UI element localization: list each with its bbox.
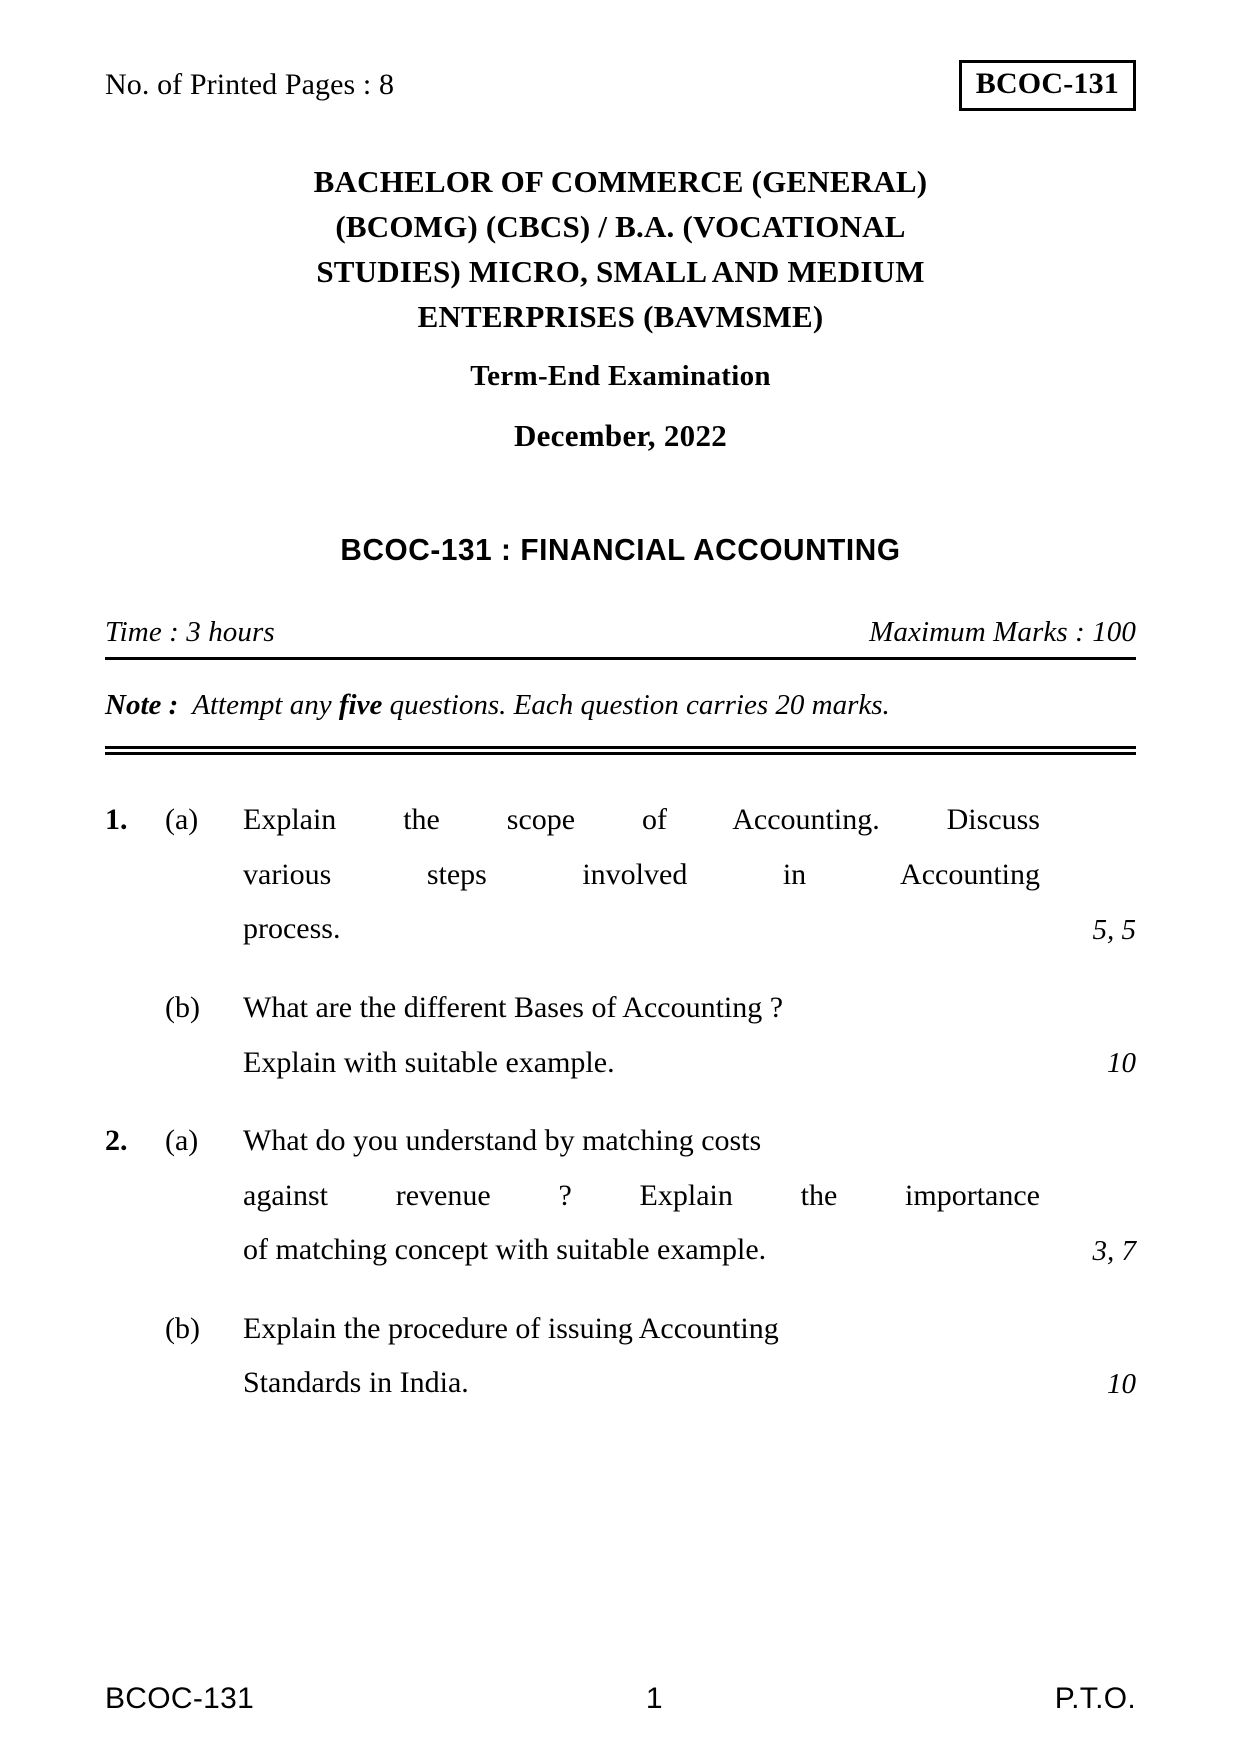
question-line: of matching concept with suitable example. [243, 1233, 767, 1267]
note-divider [105, 746, 1136, 755]
question-line: various steps involved in Accounting [243, 857, 1040, 891]
note-text-after: questions. Each question carries 20 marks. [382, 688, 890, 721]
question-part-text [243, 1114, 1040, 1278]
question-number: 1. [105, 803, 128, 837]
question-item [105, 793, 1136, 1090]
question-line: process. [243, 912, 341, 946]
footer-page-number: 1 [645, 1682, 663, 1715]
question-part-text [243, 981, 1040, 1090]
footer-pto-label: P.T.O. [1054, 1682, 1136, 1715]
paper-code-box: BCOC-131 [959, 60, 1136, 111]
question-part-letter: (a) [165, 803, 199, 837]
program-title [105, 160, 1136, 340]
question-part-letter: (b) [165, 990, 200, 1024]
footer-paper-code: BCOC-131 [105, 1682, 255, 1715]
program-title-line-2: (BCOMG) (CBCS) / B.A. (VOCATIONAL [335, 208, 906, 244]
question-item [105, 1114, 1136, 1411]
exam-type-label: Term-End Examination [470, 359, 771, 392]
program-title-line-4: ENTERPRISES (BAVMSME) [417, 298, 824, 334]
question-marks: 3, 7 [1092, 1235, 1136, 1268]
question-number: 2. [105, 1124, 128, 1158]
maximum-marks-label: Maximum Marks : 100 [869, 615, 1136, 648]
page-header [105, 60, 1136, 118]
question-part [105, 793, 1136, 957]
questions-list [105, 793, 1136, 1411]
question-marks: 5, 5 [1092, 914, 1136, 947]
question-line: against revenue ? Explain the importance [243, 1178, 1040, 1212]
exam-meta-row [105, 616, 1136, 649]
question-part-text [243, 1302, 1040, 1411]
note-label: Note : [105, 688, 179, 721]
question-marks: 10 [1107, 1047, 1136, 1080]
program-title-line-1: BACHELOR OF COMMERCE (GENERAL) [313, 164, 928, 199]
question-line: Explain with suitable example. [243, 1045, 615, 1079]
note-text [192, 682, 1136, 728]
exam-date-label: December, 2022 [513, 417, 728, 453]
question-marks: 10 [1107, 1368, 1136, 1401]
page-footer [105, 1682, 1136, 1716]
question-line: Standards in India. [243, 1366, 469, 1400]
course-title: BCOC-131 : FINANCIAL ACCOUNTING [340, 531, 901, 567]
program-title-line-3: STUDIES) MICRO, SMALL AND MEDIUM [316, 253, 925, 289]
question-part [105, 981, 1136, 1090]
question-line: What are the different Bases of Accounting ? [243, 990, 784, 1024]
question-part-text [243, 793, 1040, 957]
note-text-before: Attempt any [192, 688, 339, 721]
question-line: Explain the procedure of issuing Accounting [243, 1311, 779, 1345]
meta-divider [105, 657, 1136, 660]
question-part-letter: (a) [165, 1124, 199, 1158]
note-emphasis: five [338, 688, 383, 721]
question-part-letter: (b) [165, 1311, 200, 1345]
question-line: Explain the scope of Accounting. Discuss [243, 803, 1040, 837]
printed-pages-label: No. of Printed Pages : 8 [105, 68, 395, 101]
question-part [105, 1302, 1136, 1411]
question-part [105, 1114, 1136, 1278]
question-line: What do you understand by matching costs [243, 1124, 762, 1158]
time-label: Time : 3 hours [105, 615, 275, 648]
note-block [105, 682, 1136, 728]
